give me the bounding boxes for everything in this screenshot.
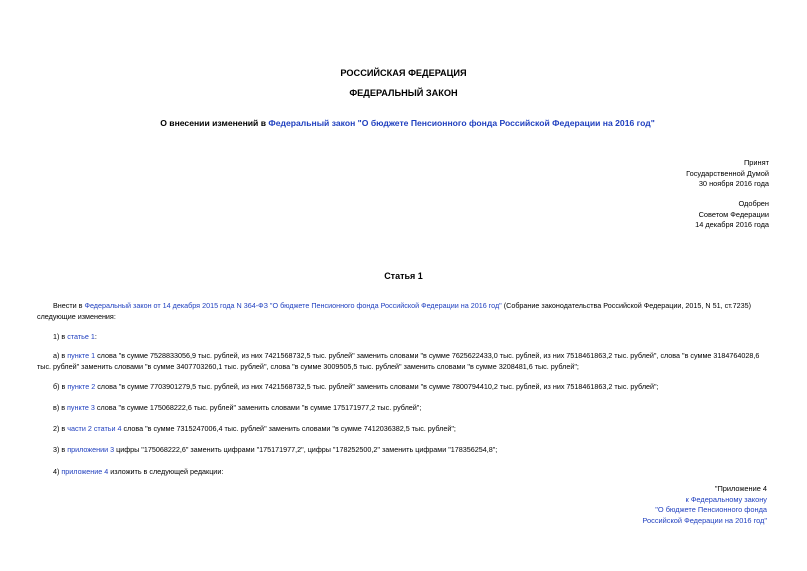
annex-line-4[interactable]: Российской Федерации на 2016 год" <box>642 515 767 525</box>
approval-line-3: 14 декабря 2016 года <box>695 220 769 229</box>
paragraph-text: (Собрание законодательства Российской Федерации, 2015, N 51, ст.7235) следующие изменения: <box>37 301 752 321</box>
annex-3-link[interactable]: приложении 3 <box>67 445 115 454</box>
paragraph-item-2 <box>37 424 769 435</box>
annex-line-2[interactable]: к Федеральному закону <box>685 494 767 504</box>
law-title <box>4 118 807 128</box>
law-title-prefix: О внесении изменений в <box>160 118 269 128</box>
paragraph-text: Внести в <box>53 301 85 310</box>
paragraph-text: 1) в <box>53 332 68 341</box>
paragraph-text: б) в <box>53 382 68 391</box>
paragraph-text: изложить в следующей редакции: <box>108 467 224 476</box>
paragraph-text: 2) в <box>53 424 68 433</box>
annex-line-3[interactable]: "О бюджете Пенсионного фонда <box>655 505 767 514</box>
paragraph-text: слова "в сумме 7528833056,9 тыс. рублей, из них 7421568732,5 тыс. рублей" заменить словами "в сумме 7625622433,0 тыс. рублей, из них 7518461863,2 тыс. рублей", слова "в сумме 3184764028,6 тыс. рублей" заменить словами "в сумме 3407703260,1 тыс. рублей", слова "в сумме 3009505,5 тыс. рублей" заменить словами "в сумме 3208481,6 тыс. рублей"; <box>37 351 760 371</box>
law-364-link[interactable]: Федеральный закон от 14 декабря 2015 года N 364-ФЗ "О бюджете Пенсионного фонда Российской Федерации на 2016 год" <box>84 301 502 310</box>
paragraph-text: слова "в сумме 7703901279,5 тыс. рублей, из них 7421568732,5 тыс. рублей" заменить словами "в сумме 7800794410,2 тыс. рублей, из них 7518461863,2 тыс. рублей"; <box>95 382 659 391</box>
paragraph-text: слова "в сумме 7315247006,4 тыс. рублей" заменить словами "в сумме 7412036382,5 тыс. рублей"; <box>121 424 456 433</box>
law-type-heading: ФЕДЕРАЛЬНЫЙ ЗАКОН <box>349 88 458 98</box>
adoption-line-2: Государственной Думой <box>686 168 769 178</box>
paragraph-item-1b <box>37 382 769 393</box>
adoption-block <box>686 158 769 190</box>
paragraph-item-1a <box>37 351 769 372</box>
approval-line-2: Советом Федерации <box>698 209 769 219</box>
approval-block <box>695 199 769 231</box>
point-3-link[interactable]: пункте 3 <box>67 403 95 412</box>
adoption-line-1: Принят <box>743 158 769 167</box>
paragraph-text: слова "в сумме 175068222,6 тыс. рублей" заменить словами "в сумме 175171977,2 тыс. рублей"; <box>94 403 422 412</box>
paragraph-text: а) в <box>53 351 68 360</box>
adoption-line-3: 30 ноября 2016 года <box>698 179 769 188</box>
paragraph-item-1c <box>37 403 769 414</box>
paragraph-item-1 <box>37 332 769 343</box>
paragraph-intro <box>37 301 769 322</box>
paragraph-text: цифры "175068222,6" заменить цифрами "175171977,2", цифры "178252500,2" заменить цифрами "178356254,8"; <box>114 445 498 454</box>
paragraph-text: : <box>94 332 97 341</box>
paragraph-text: 3) в <box>53 445 68 454</box>
article-4-part-2-link[interactable]: части 2 статьи 4 <box>67 424 122 433</box>
point-2-link[interactable]: пункте 2 <box>67 382 96 391</box>
law-title-link[interactable]: Федеральный закон "О бюджете Пенсионного фонда Российской Федерации на 2016 год" <box>268 118 655 128</box>
approval-line-1: Одобрен <box>738 199 769 208</box>
paragraph-text: в) в <box>53 403 68 412</box>
article-1-link[interactable]: статье 1 <box>67 332 95 341</box>
federation-heading: РОССИЙСКАЯ ФЕДЕРАЦИЯ <box>340 68 467 78</box>
paragraph-item-4 <box>37 467 769 478</box>
point-1-link[interactable]: пункте 1 <box>67 351 96 360</box>
annex-line-1: "Приложение 4 <box>714 484 767 493</box>
paragraph-item-3 <box>37 445 769 456</box>
article-heading: Статья 1 <box>384 271 423 281</box>
annex-4-header <box>642 484 767 526</box>
paragraph-text: 4) <box>53 467 62 476</box>
annex-4-link[interactable]: приложение 4 <box>61 467 109 476</box>
